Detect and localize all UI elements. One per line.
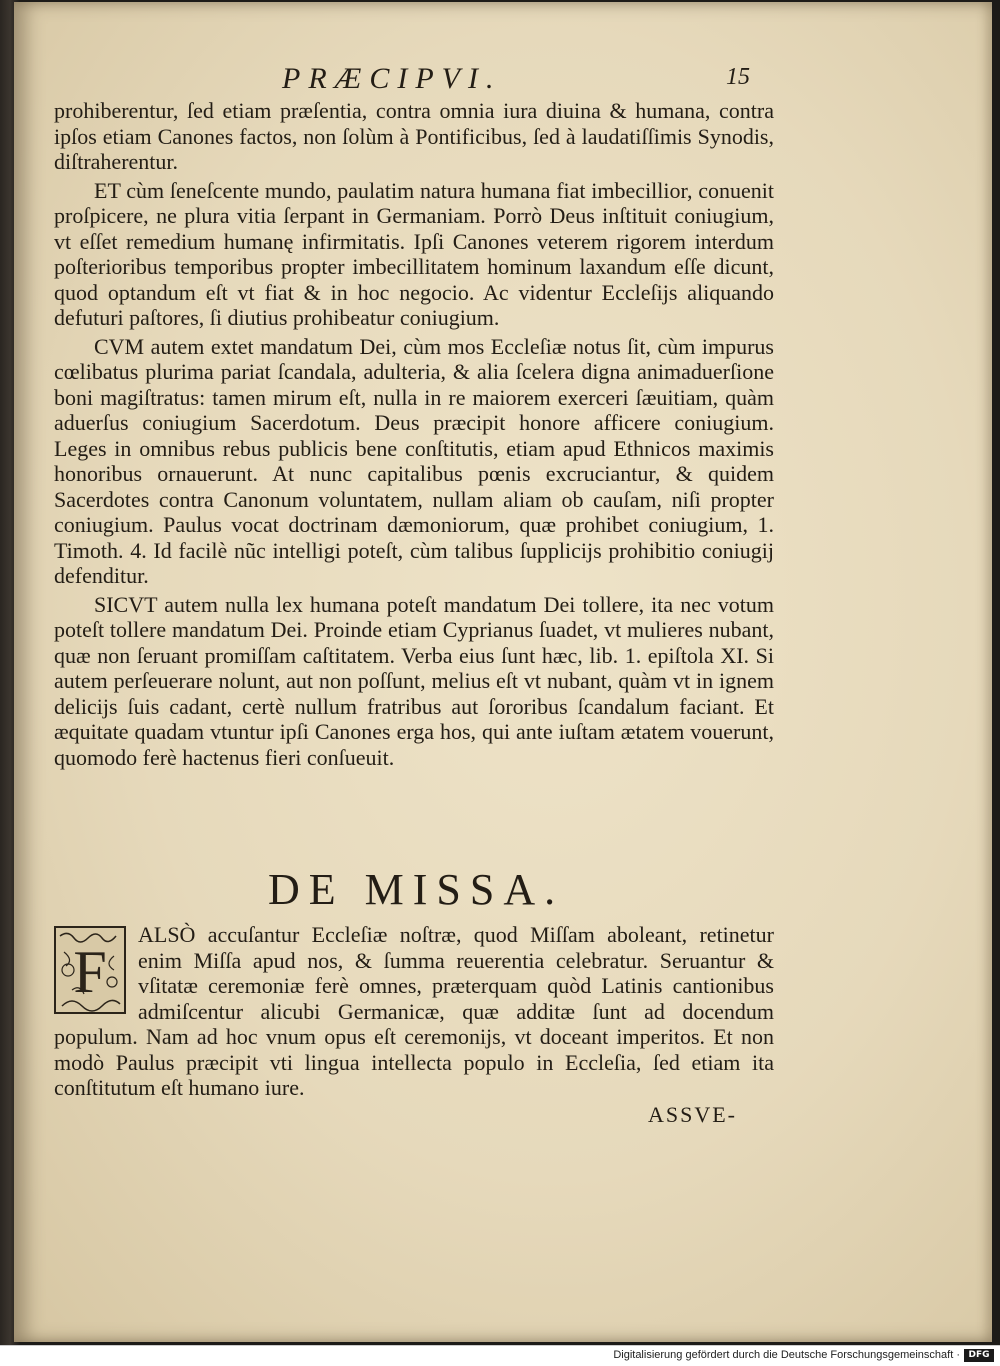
dfg-logo-icon: DFG xyxy=(964,1349,994,1362)
catchword: ASSVE- xyxy=(648,1102,738,1127)
main-text xyxy=(54,98,774,773)
footer-bar xyxy=(0,1345,1000,1366)
decorated-initial-icon xyxy=(54,926,126,1014)
page-number: 15 xyxy=(726,64,750,90)
running-title: PRÆCIPVI. xyxy=(282,62,502,95)
footer-credit: Digitalisierung gefördert durch die Deutsche Forschungsgemeinschaft · xyxy=(613,1349,960,1361)
running-head xyxy=(14,60,992,100)
paragraph-mandatum: CVM autem extet mandatum Dei, cùm mos Eccleſiæ notus ſit, cùm impurus cœlibatus plurima pariat ſcandala, adulteria, & alia ſcelera digna animaduerſione boni magiſtratus: tamen mirum eſt, nulla in re maiorem exerceri ſæuitiam, quàm aduerſus coniugium Sacerdotum. Deus præcipit honore afficere coniugium. Leges in omnibus rebus publicis bene conſtitutis, etiam apud Ethnicos maximis honoribus ornauerunt. At nunc capitalibus pœnis excruciantur, & quidem Sacerdotes contra Canonum voluntatem, nullam aliam ob cauſam, niſi propter coniugium. Paulus vocat doctrinam dæmoniorum, quæ prohibet coniugium, 1. Timoth. 4. Id facilè nũc intelligi poteſt, cùm talibus ſupplicijs prohibitio coniugij defenditur. xyxy=(54,333,774,588)
paragraph-sicut: SICVT autem nulla lex humana poteſt mandatum Dei tollere, ita nec votum poteſt tollere mandatum Dei. Proinde etiam Cyprianus ſuadet, vt mulieres nubant, quæ non ſeruant promiſſam caſtitatem. Verba eius ſunt hæc, lib. 1. epiſtola XI. Si autem perſeuerare nolunt, aut non poſſunt, melius eſt vt nubant, quàm vt in ignem delicijs ſuis cadant, certè nullum fratribus aut ſororibus ſcandalum faciant. Et æquitate quadam vtuntur ipſi Canones erga hos, qui ante iuſtam ætatem vouerunt, quomodo ferè hactenus fieri conſueuit. xyxy=(54,591,774,770)
paragraph-continuation: prohiberentur, ſed etiam præſentia, contra omnia iura diuina & humana, contra ipſos etiam Canones factos, non ſolùm à Pontificibus, ſed à laudatiſſimis Synodis, diſtraherentur. xyxy=(54,98,774,174)
paragraph-senescente: ET cùm ſeneſcente mundo, paulatim natura humana fiat imbecillior, conuenit proſpicere, ne plura vitia ſerpant in Germaniam. Porrò Deus inſtituit coniugium, vt eſſet remedium humanę infirmitatis. Ipſi Canones veterem rigorem interdum poſterioribus temporibus propter imbecillitatem hominum laxandum eſſe dicunt, quod optandum eſt vt fiat & in hoc negocio. Ac videntur Eccleſijs aliquando defuturi paſtores, ſi diutius prohibeatur coniugium. xyxy=(54,177,774,330)
svg-text:F: F xyxy=(73,939,107,1005)
section-heading: DE MISSA. xyxy=(268,865,565,914)
book-page xyxy=(14,2,992,1342)
section-text: ALSÒ accuſantur Eccleſiæ noſtræ, quod Miſſam aboleant, retinetur enim Miſſa apud nos, & ſumma reuerentia celebratur. Seruantur & vſitatæ ceremoniæ ferè omnes, præterquam quòd Latinis cantionibus admiſcentur alicubi Germanicæ, quæ additæ ſunt ad docendum populum. Nam ad hoc vnum opus eſt ceremonijs, vt doceant imperitos. Et non modò Paulus præcipit vti lingua intellecta populo in Eccleſia, ſed etiam ita conſtitutum eſt humano iure. xyxy=(54,922,774,1100)
section-body xyxy=(54,922,774,1101)
